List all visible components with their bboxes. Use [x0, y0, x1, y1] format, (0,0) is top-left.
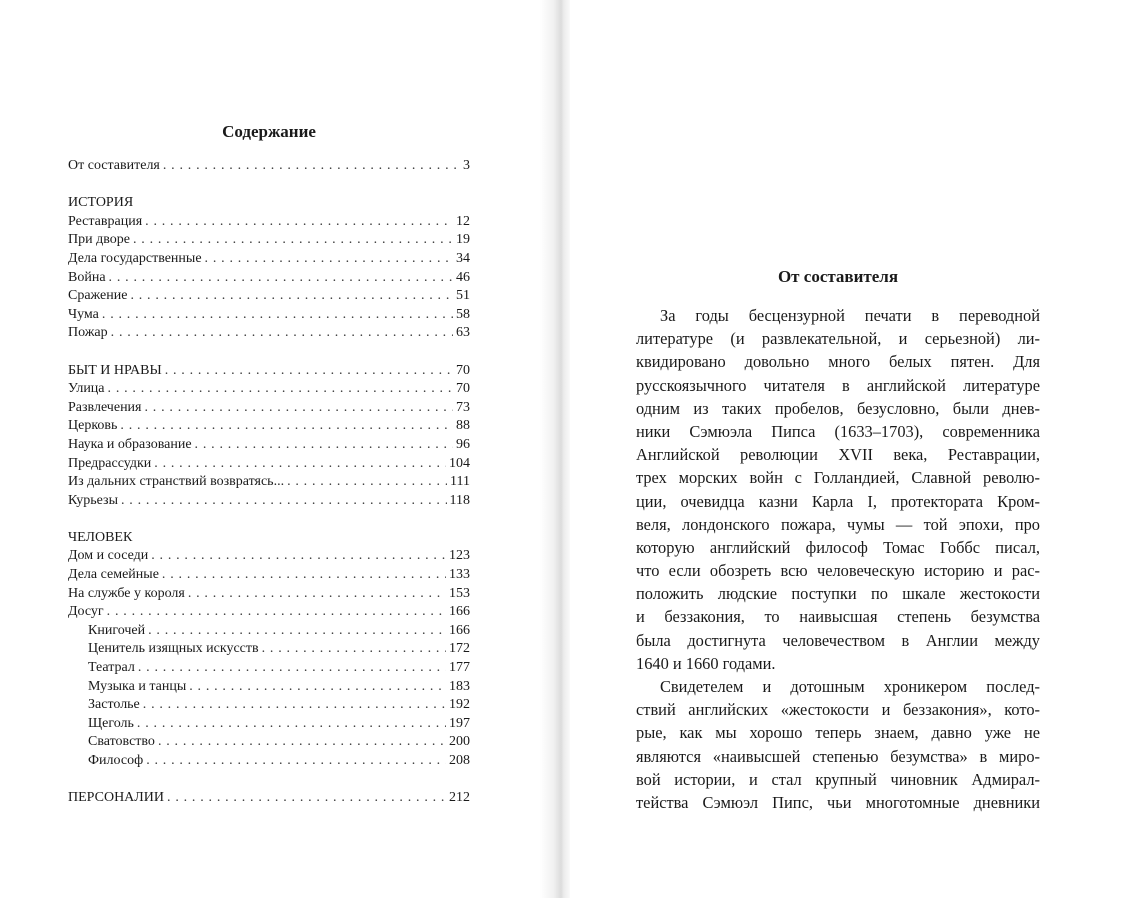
toc-entry-label: Пожар	[68, 325, 108, 341]
toc-entry	[68, 250, 470, 269]
toc-entry-page: 197	[449, 715, 470, 731]
text-line: положить людские поступки по шкале жестокости	[636, 584, 1040, 604]
toc-entry-page: 153	[449, 585, 470, 601]
toc-entry	[68, 585, 470, 604]
toc-entry	[68, 417, 470, 436]
dot-leader	[111, 324, 453, 343]
book-gutter	[540, 0, 570, 898]
toc-entry	[68, 789, 470, 808]
toc-entry-page: 200	[449, 734, 470, 750]
toc-entry-label: На службе у короля	[68, 585, 185, 601]
toc-entry	[68, 287, 470, 306]
toc-entry-page: 123	[449, 548, 470, 564]
toc-entry-page: 111	[450, 474, 470, 490]
preface-title: От составителя	[777, 267, 899, 286]
dot-leader	[138, 659, 446, 678]
toc-entry-page: 70	[456, 362, 470, 378]
toc-entry-page: 73	[456, 399, 470, 415]
toc-entry-label: Философ	[88, 753, 144, 768]
dot-leader	[262, 640, 446, 659]
preface-text	[636, 304, 1040, 814]
toc-entry-page: 192	[449, 697, 470, 713]
toc-entry	[68, 157, 470, 176]
toc-entry-label: Сражение	[68, 288, 128, 304]
table-of-contents	[68, 157, 470, 808]
dot-leader	[143, 696, 446, 715]
toc-entry-label: Предрассудки	[68, 455, 152, 471]
toc-entry-label: ИСТОРИЯ	[68, 195, 134, 211]
dot-leader	[165, 362, 453, 381]
toc-entry-page: 51	[456, 288, 470, 304]
dot-leader	[154, 455, 446, 474]
dot-leader	[107, 603, 446, 622]
toc-entry-label: При дворе	[68, 232, 130, 248]
text-line: вой истории, и стал крупный чиновник Адмирал-	[636, 769, 1040, 789]
toc-entry	[68, 455, 470, 474]
toc-entry-label: Развлечения	[68, 399, 142, 415]
toc-entry-page: 183	[449, 678, 470, 694]
toc-entry-label: Ценитель изящных искусств	[88, 641, 259, 657]
dot-leader	[287, 473, 447, 492]
toc-entry-label: Щеголь	[88, 715, 134, 731]
toc-entry-label: Курьезы	[68, 492, 118, 508]
dot-leader	[102, 306, 453, 325]
toc-entry-label: Наука и образование	[68, 436, 192, 452]
toc-entry-label: От составителя	[68, 158, 160, 173]
toc-entry	[68, 362, 470, 381]
dot-leader	[163, 157, 460, 176]
text-line: За годы бесцензурной печати в переводной	[660, 306, 1040, 325]
toc-entry	[68, 324, 470, 343]
toc-entry-page: 177	[449, 660, 470, 676]
toc-entry-page: 118	[449, 492, 470, 508]
toc-entry-label: Дом и соседи	[68, 548, 149, 564]
text-line: являются «наивысшей степенью безумства» в миро-	[636, 746, 1040, 766]
dot-leader	[120, 417, 453, 436]
text-line: Свидетелем и дотошным хроникером послед-	[660, 677, 1040, 696]
text-line: одним из таких пробелов, безусловно, были днев-	[636, 398, 1040, 418]
dot-leader	[121, 492, 447, 511]
toc-entry-label: Музыка и танцы	[88, 678, 187, 694]
dot-leader	[145, 213, 453, 232]
toc-entry	[68, 603, 470, 622]
dot-leader	[151, 547, 446, 566]
text-line: была достигнута человечеством в Англии между	[636, 630, 1040, 650]
toc-entry-label: Реставрация	[68, 213, 143, 229]
paragraph	[636, 675, 1040, 814]
text-line: рые, как мы хорошо теперь знаем, давно уже не	[636, 723, 1040, 743]
toc-entry	[68, 733, 470, 752]
toc-entry	[68, 436, 470, 455]
dot-leader	[188, 585, 446, 604]
toc-entry	[68, 306, 470, 325]
text-line: ции, очевидца казни Карла I, протектората Кром-	[636, 491, 1040, 511]
text-line: русскоязычного читателя в английской литературе	[636, 375, 1040, 395]
toc-entry-label: БЫТ И НРАВЫ	[68, 362, 162, 378]
text-line: веля, лондонского пожара, чумы — той эпохи, про	[636, 514, 1040, 534]
toc-entry-label: Война	[68, 269, 106, 285]
text-line: трех морских войн с Голландией, Славной револю-	[636, 468, 1040, 488]
text-line: литературе (и развлекательной, и серьезной) ли-	[636, 329, 1040, 349]
toc-entry-label: ЧЕЛОВЕК	[68, 529, 133, 545]
text-line: Английской революции XVII века, Реставрации,	[636, 445, 1040, 465]
toc-entry	[68, 492, 470, 511]
toc-entry-page: 166	[449, 604, 470, 620]
toc-entry-page: 63	[456, 325, 470, 341]
toc-entry-label: Улица	[68, 381, 105, 397]
toc-entry-label: Дела семейные	[68, 567, 159, 583]
toc-entry	[68, 659, 470, 678]
toc-entry	[68, 231, 470, 250]
toc-entry-page: 46	[456, 269, 470, 285]
toc-entry	[68, 473, 470, 492]
toc-entry-label: ПЕРСОНАЛИИ	[68, 790, 165, 806]
dot-leader	[108, 380, 453, 399]
dot-leader	[189, 678, 446, 697]
toc-entry	[68, 269, 470, 288]
toc-entry-page: 12	[456, 213, 470, 229]
toc-entry	[68, 715, 470, 734]
toc-entry	[68, 566, 470, 585]
toc-entry	[68, 678, 470, 697]
text-line: что если обозреть всю человеческую историю и рас-	[636, 561, 1040, 581]
dot-leader	[167, 789, 446, 808]
toc-entry-page: 172	[449, 641, 470, 657]
toc-entry-page: 88	[456, 418, 470, 434]
toc-entry-page: 70	[456, 381, 470, 397]
dot-leader	[148, 622, 446, 641]
text-line: и беззакония, то наивысшая степень безумства	[636, 607, 1040, 627]
text-line: ники Сэмюэла Пипса (1633–1703), современника	[636, 421, 1040, 441]
toc-entry-page: 133	[449, 567, 470, 583]
dot-leader	[130, 287, 453, 306]
toc-entry-label: Досуг	[68, 604, 104, 620]
toc-entry	[68, 640, 470, 659]
dot-leader	[145, 399, 454, 418]
toc-entry	[68, 380, 470, 399]
dot-leader	[158, 733, 446, 752]
dot-leader	[137, 715, 446, 734]
toc-entry	[68, 399, 470, 418]
text-line: тейства Сэмюэл Пипс, чьи многотомные дневники	[636, 792, 1040, 812]
paragraph	[636, 304, 1040, 675]
toc-entry-page: 166	[449, 622, 470, 638]
toc-entry	[68, 547, 470, 566]
toc-entry-page: 58	[456, 306, 470, 322]
toc-entry-label: Дела государственные	[68, 250, 202, 266]
text-line: ствий английских «жестокости и беззакония», кото-	[636, 700, 1040, 720]
text-line: квидировано довольно много белых пятен. Для	[636, 352, 1040, 372]
dot-leader	[162, 566, 446, 585]
dot-leader	[133, 231, 453, 250]
toc-section-heading	[68, 529, 470, 548]
dot-leader	[109, 269, 453, 288]
toc-entry	[68, 752, 470, 771]
toc-section-heading	[68, 194, 470, 213]
toc-entry-page: 3	[463, 158, 470, 173]
toc-entry-label: Чума	[68, 306, 99, 322]
dot-leader	[205, 250, 453, 269]
toc-entry	[68, 213, 470, 232]
toc-entry-page: 104	[449, 455, 470, 471]
toc-entry-label: Церковь	[68, 418, 118, 434]
toc-entry-label: Из дальних странствий возвратясь...	[68, 474, 285, 490]
toc-entry-page: 208	[449, 753, 470, 768]
toc-entry-page: 212	[449, 790, 470, 806]
toc-entry-page: 96	[456, 436, 470, 452]
toc-entry-label: Сватовство	[88, 734, 155, 750]
toc-entry-label: Книгочей	[88, 622, 146, 638]
dot-leader	[195, 436, 453, 455]
toc-entry-page: 19	[456, 232, 470, 248]
toc-title: Содержание	[222, 122, 316, 141]
toc-entry	[68, 696, 470, 715]
toc-entry	[68, 622, 470, 641]
left-page	[0, 0, 556, 898]
text-line: которую английский философ Томас Гоббс писал,	[636, 537, 1040, 557]
toc-entry-label: Застолье	[88, 697, 140, 713]
text-line: 1640 и 1660 годами.	[636, 653, 776, 673]
toc-entry-page: 34	[456, 250, 470, 266]
toc-entry-label: Театрал	[88, 660, 135, 676]
dot-leader	[146, 752, 446, 771]
